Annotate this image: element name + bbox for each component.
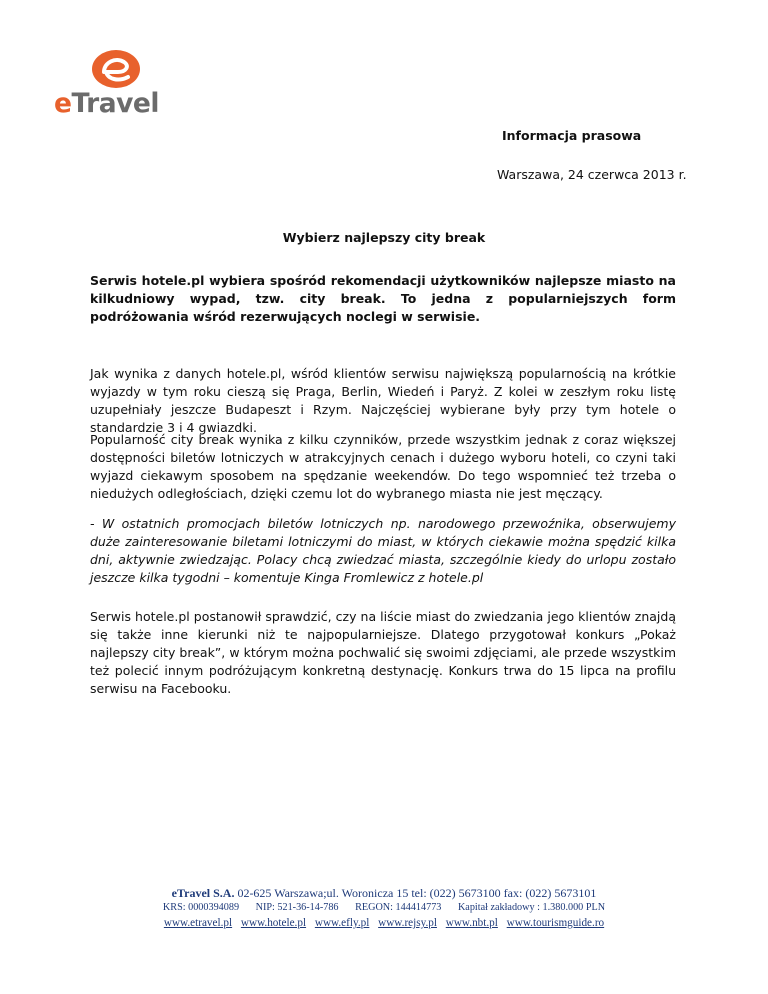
quote-paragraph: - W ostatnich promocjach biletów lotniczych np. narodowego przewoźnika, obserwujemy duże zainteresowanie biletami lotniczymi do miast, w których ciekawie można spędzić kilka dni, aktywnie zwiedzając. Polacy chcą zwiedzać miasta, szczególnie kiedy do urlopu zostało jeszcze kilka tygodni – komentuje Kinga Fromlewicz z hotele.pl xyxy=(90,516,676,585)
footer-link-rejsy[interactable]: www.rejsy.pl xyxy=(378,917,437,929)
body-paragraph-4: Serwis hotele.pl postanowił sprawdzić, czy na liście miast do zwiedzania jego klientów znajdą się także inne kierunki niż te najpopularniejsze. Dlatego przygotował konkurs „Pokaż najlepszy city break”, w którym można pochwalić się swoimi zdjęciami, ale przede wszystkim też polecić innym podróżującym konkretną destynację. Konkurs trwa do 15 lipca na profilu serwisu na Facebooku. xyxy=(90,609,676,696)
footer-registry-line xyxy=(0,901,768,915)
footer-link-etravel[interactable]: www.etravel.pl xyxy=(163,917,233,929)
logo-wordmark xyxy=(54,88,179,120)
page-title: Wybierz najlepszy city break xyxy=(282,230,486,245)
footer xyxy=(0,886,768,931)
etravel-logo-mark-icon xyxy=(90,48,142,92)
document-date: Warszawa, 24 czerwca 2013 r. xyxy=(497,167,687,182)
lead-paragraph: Serwis hotele.pl wybiera spośród rekomendacji użytkowników najlepsze miasto na kilkudniowy wypad, tzw. city break. To jedna z popularniejszych form podróżowania wśród rezerwujących noclegi w serwisie. xyxy=(90,273,676,324)
body-paragraph-2: Popularność city break wynika z kilku czynników, przede wszystkim jednak z coraz większej dostępności biletów lotniczych w atrakcyjnych cenach i dużego wyboru hoteli, co czyni taki wyjazd ciekawym sposobem na spędzanie weekendów. Do tego wspomnieć też trzeba o niedużych odległościach, dzięki czemu lot do wybranego miasta nie jest męczący. xyxy=(90,432,676,501)
footer-link-efly[interactable]: www.efly.pl xyxy=(314,917,370,929)
logo-wordmark-e: e xyxy=(54,88,72,119)
footer-address-line xyxy=(0,886,768,901)
footer-capital: Kapitał zakładowy : 1.380.000 PLN xyxy=(457,902,606,913)
logo-wordmark-rest: Travel xyxy=(71,88,159,119)
footer-link-hotele[interactable]: www.hotele.pl xyxy=(240,917,307,929)
document-type: Informacja prasowa xyxy=(502,128,642,143)
footer-links xyxy=(0,915,768,931)
footer-address: 02-625 Warszawa;ul. Woronicza 15 tel: (022) 5673100 fax: (022) 5673101 xyxy=(237,886,597,900)
footer-link-tourismguide[interactable]: www.tourismguide.ro xyxy=(506,917,605,929)
footer-krs: KRS: 0000394089 xyxy=(162,902,240,913)
footer-company-name: eTravel S.A. xyxy=(171,886,235,900)
company-logo xyxy=(54,48,179,124)
footer-nip: NIP: 521-36-14-786 xyxy=(255,902,339,913)
body-paragraph-1: Jak wynika z danych hotele.pl, wśród klientów serwisu największą popularnością na krótkie wyjazdy w tym roku cieszą się Praga, Berlin, Wiedeń i Paryż. Z kolei w zeszłym roku listę uzupełniały jeszcze Budapeszt i Rzym. Najczęściej wybierane były przy tym hotele o standardzie 3 i 4 gwiazdki. xyxy=(90,366,676,435)
footer-link-nbt[interactable]: www.nbt.pl xyxy=(445,917,498,929)
footer-regon: REGON: 144414773 xyxy=(355,902,442,913)
